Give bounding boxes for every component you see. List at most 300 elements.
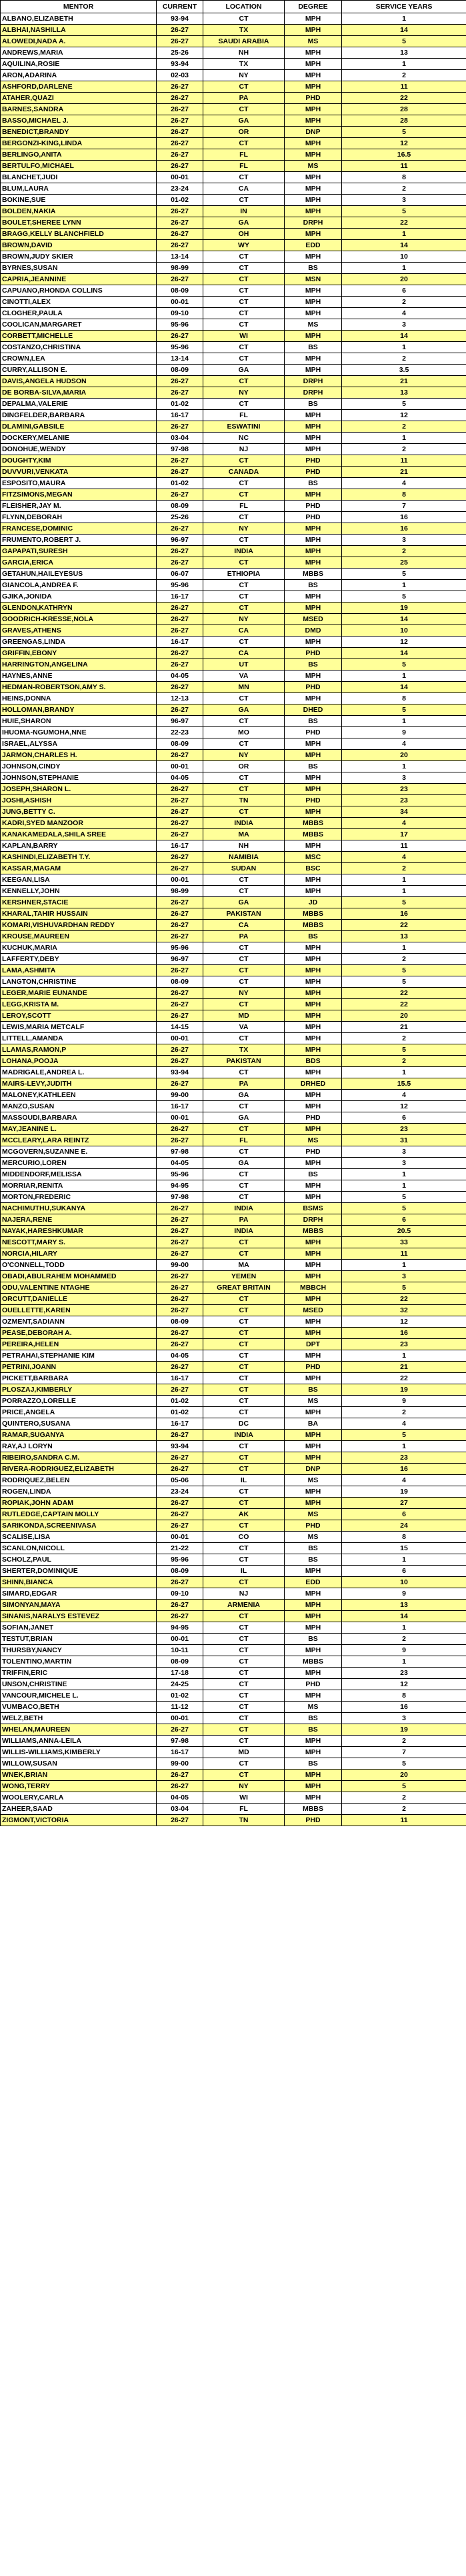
- location-cell: GREAT BRITAIN: [203, 1282, 285, 1294]
- mentor-cell: GRAVES,ATHENS: [1, 625, 157, 637]
- service-years-cell: 12: [342, 1679, 466, 1690]
- current-cell: 95-96: [157, 942, 203, 954]
- degree-cell: MPH: [285, 489, 342, 501]
- degree-cell: MSED: [285, 1305, 342, 1316]
- service-years-cell: 1: [342, 229, 466, 240]
- table-row: [1, 1203, 466, 1214]
- degree-cell: MS: [285, 1532, 342, 1543]
- degree-cell: MPH: [285, 1010, 342, 1022]
- mentor-cell: LEGG,KRISTA M.: [1, 999, 157, 1010]
- current-cell: 26-27: [157, 93, 203, 104]
- location-cell: CA: [203, 920, 285, 931]
- current-cell: 95-96: [157, 1554, 203, 1566]
- current-cell: 08-09: [157, 976, 203, 988]
- location-cell: ESWATINI: [203, 421, 285, 433]
- table-row: [1, 1566, 466, 1577]
- current-cell: 26-27: [157, 546, 203, 557]
- mentor-cell: BENEDICT,BRANDY: [1, 127, 157, 138]
- table-row: [1, 512, 466, 523]
- current-cell: 95-96: [157, 342, 203, 353]
- table-row: [1, 1770, 466, 1781]
- mentor-cell: JOSHI,ASHISH: [1, 795, 157, 806]
- table-row: [1, 965, 466, 976]
- table-row: [1, 546, 466, 557]
- table-row: [1, 1271, 466, 1282]
- location-cell: WY: [203, 240, 285, 251]
- table-row: [1, 1781, 466, 1792]
- degree-cell: MPH: [285, 535, 342, 546]
- table-row: [1, 727, 466, 738]
- degree-cell: BS: [285, 1758, 342, 1770]
- current-cell: 26-27: [157, 1328, 203, 1339]
- mentor-cell: SCHOLZ,PAUL: [1, 1554, 157, 1566]
- degree-cell: MPH: [285, 1090, 342, 1101]
- current-cell: 16-17: [157, 1747, 203, 1758]
- degree-cell: PHD: [285, 455, 342, 467]
- mentor-cell: HOLLOMAN,BRANDY: [1, 704, 157, 716]
- mentor-cell: NAJERA,RENE: [1, 1214, 157, 1226]
- location-cell: VA: [203, 1022, 285, 1033]
- location-cell: CT: [203, 1407, 285, 1418]
- current-cell: 26-27: [157, 1577, 203, 1588]
- location-cell: CT: [203, 1679, 285, 1690]
- degree-cell: MPH: [285, 637, 342, 648]
- degree-cell: MPH: [285, 1180, 342, 1192]
- degree-cell: MPH: [285, 1736, 342, 1747]
- degree-cell: MPH: [285, 750, 342, 761]
- location-cell: CT: [203, 138, 285, 149]
- mentor-cell: KADRI,SYED MANZOOR: [1, 818, 157, 829]
- service-years-cell: 3: [342, 535, 466, 546]
- degree-cell: MPH: [285, 784, 342, 795]
- mentor-cell: MADRIGALE,ANDREA L.: [1, 1067, 157, 1078]
- service-years-cell: 14: [342, 614, 466, 625]
- service-years-cell: 4: [342, 1090, 466, 1101]
- degree-cell: MPH: [285, 1486, 342, 1498]
- current-cell: 96-97: [157, 716, 203, 727]
- mentor-cell: KROUSE,MAUREEN: [1, 931, 157, 942]
- current-cell: 16-17: [157, 1373, 203, 1384]
- mentor-cell: OUELLETTE,KAREN: [1, 1305, 157, 1316]
- current-cell: 97-98: [157, 1146, 203, 1158]
- service-years-cell: 2: [342, 1736, 466, 1747]
- current-cell: 04-05: [157, 1158, 203, 1169]
- current-cell: 26-27: [157, 1781, 203, 1792]
- location-cell: MN: [203, 682, 285, 693]
- location-cell: TN: [203, 795, 285, 806]
- service-years-cell: 5: [342, 704, 466, 716]
- service-years-cell: 34: [342, 806, 466, 818]
- degree-cell: MPH: [285, 1022, 342, 1033]
- location-cell: MO: [203, 727, 285, 738]
- degree-cell: MPH: [285, 1033, 342, 1044]
- mentor-cell: WILLIS-WILLIAMS,KIMBERLY: [1, 1747, 157, 1758]
- table-row: [1, 931, 466, 942]
- degree-cell: MPH: [285, 1668, 342, 1679]
- mentor-cell: ROPIAK,JOHN ADAM: [1, 1498, 157, 1509]
- current-cell: 01-02: [157, 399, 203, 410]
- mentor-cell: KHARAL,TAHIR HUSSAIN: [1, 908, 157, 920]
- mentor-cell: KERSHNER,STACIE: [1, 897, 157, 908]
- degree-cell: MPH: [285, 1294, 342, 1305]
- location-cell: CT: [203, 1645, 285, 1656]
- location-cell: GA: [203, 704, 285, 716]
- current-cell: 94-95: [157, 1180, 203, 1192]
- degree-cell: PHD: [285, 1112, 342, 1124]
- header-current: CURRENT: [157, 1, 203, 13]
- location-cell: UT: [203, 659, 285, 670]
- location-cell: SUDAN: [203, 863, 285, 874]
- degree-cell: MPH: [285, 1328, 342, 1339]
- service-years-cell: 3: [342, 1146, 466, 1158]
- location-cell: CT: [203, 1033, 285, 1044]
- degree-cell: PHD: [285, 727, 342, 738]
- table-row: [1, 285, 466, 297]
- mentor-cell: RIBEIRO,SANDRA C.M.: [1, 1452, 157, 1464]
- current-cell: 16-17: [157, 410, 203, 421]
- current-cell: 26-27: [157, 625, 203, 637]
- current-cell: 26-27: [157, 931, 203, 942]
- degree-cell: MPH: [285, 1067, 342, 1078]
- mentor-cell: LLAMAS,RAMON,P: [1, 1044, 157, 1056]
- current-cell: 08-09: [157, 738, 203, 750]
- table-row: [1, 1090, 466, 1101]
- degree-cell: BS: [285, 580, 342, 591]
- table-row: [1, 1713, 466, 1724]
- service-years-cell: 13: [342, 387, 466, 399]
- service-years-cell: 23: [342, 784, 466, 795]
- service-years-cell: 8: [342, 172, 466, 183]
- current-cell: 93-94: [157, 59, 203, 70]
- table-row: [1, 115, 466, 127]
- service-years-cell: 5: [342, 897, 466, 908]
- location-cell: CT: [203, 1328, 285, 1339]
- current-cell: 04-05: [157, 1792, 203, 1804]
- location-cell: FL: [203, 1804, 285, 1815]
- degree-cell: DMD: [285, 625, 342, 637]
- table-row: [1, 1498, 466, 1509]
- service-years-cell: 2: [342, 1792, 466, 1804]
- service-years-cell: 5: [342, 1203, 466, 1214]
- current-cell: 26-27: [157, 1815, 203, 1826]
- degree-cell: MPH: [285, 1373, 342, 1384]
- location-cell: CT: [203, 1350, 285, 1362]
- table-row: [1, 1645, 466, 1656]
- table-row: [1, 1067, 466, 1078]
- degree-cell: MBBS: [285, 829, 342, 840]
- service-years-cell: 12: [342, 637, 466, 648]
- service-years-cell: 23: [342, 1339, 466, 1350]
- current-cell: 26-27: [157, 1509, 203, 1520]
- service-years-cell: 1: [342, 942, 466, 954]
- mentor-cell: BRAGG,KELLY BLANCHFIELD: [1, 229, 157, 240]
- mentor-cell: LAMA,ASHMITA: [1, 965, 157, 976]
- degree-cell: PHD: [285, 795, 342, 806]
- current-cell: 26-27: [157, 1362, 203, 1373]
- current-cell: 26-27: [157, 387, 203, 399]
- mentor-cell: LEROY,SCOTT: [1, 1010, 157, 1022]
- table-row: [1, 1192, 466, 1203]
- degree-cell: MS: [285, 319, 342, 331]
- current-cell: 99-00: [157, 1260, 203, 1271]
- service-years-cell: 2: [342, 183, 466, 195]
- location-cell: CT: [203, 319, 285, 331]
- mentor-cell: NACHIMUTHU,SUKANYA: [1, 1203, 157, 1214]
- table-row: [1, 863, 466, 874]
- location-cell: TX: [203, 59, 285, 70]
- degree-cell: MPH: [285, 104, 342, 115]
- degree-cell: BS: [285, 263, 342, 274]
- mentor-cell: LITTELL,AMANDA: [1, 1033, 157, 1044]
- current-cell: 24-25: [157, 1679, 203, 1690]
- mentor-cell: ANDREWS,MARIA: [1, 47, 157, 59]
- mentor-cell: FRANCESE,DOMINIC: [1, 523, 157, 535]
- degree-cell: MPH: [285, 1600, 342, 1611]
- degree-cell: MPH: [285, 557, 342, 569]
- service-years-cell: 4: [342, 852, 466, 863]
- service-years-cell: 11: [342, 1248, 466, 1260]
- mentor-cell: CAPRIA,JEANNINE: [1, 274, 157, 285]
- degree-cell: MPH: [285, 47, 342, 59]
- table-row: [1, 70, 466, 81]
- table-row: [1, 1430, 466, 1441]
- location-cell: FL: [203, 501, 285, 512]
- degree-cell: MPH: [285, 251, 342, 263]
- table-row: [1, 772, 466, 784]
- mentor-cell: SCALISE,LISA: [1, 1532, 157, 1543]
- location-cell: ARMENIA: [203, 1600, 285, 1611]
- table-row: [1, 1418, 466, 1430]
- location-cell: FL: [203, 161, 285, 172]
- mentor-cell: VUMBACO,BETH: [1, 1702, 157, 1713]
- degree-cell: MPH: [285, 1452, 342, 1464]
- mentor-cell: BLUM,LAURA: [1, 183, 157, 195]
- degree-cell: PHD: [285, 1362, 342, 1373]
- service-years-cell: 13: [342, 1600, 466, 1611]
- location-cell: MA: [203, 1260, 285, 1271]
- degree-cell: MPH: [285, 1566, 342, 1577]
- table-row: [1, 682, 466, 693]
- location-cell: CT: [203, 1577, 285, 1588]
- service-years-cell: 22: [342, 1294, 466, 1305]
- table-row: [1, 603, 466, 614]
- table-row: [1, 1350, 466, 1362]
- current-cell: 26-27: [157, 81, 203, 93]
- table-row: [1, 1044, 466, 1056]
- service-years-cell: 1: [342, 1441, 466, 1452]
- mentor-cell: PORRAZZO,LORELLE: [1, 1396, 157, 1407]
- current-cell: 26-27: [157, 614, 203, 625]
- degree-cell: MBBS: [285, 818, 342, 829]
- degree-cell: MPH: [285, 988, 342, 999]
- current-cell: 26-27: [157, 1044, 203, 1056]
- current-cell: 00-01: [157, 874, 203, 886]
- mentor-cell: JOSEPH,SHARON L.: [1, 784, 157, 795]
- current-cell: 26-27: [157, 1498, 203, 1509]
- service-years-cell: 16: [342, 523, 466, 535]
- current-cell: 26-27: [157, 897, 203, 908]
- location-cell: CT: [203, 1180, 285, 1192]
- degree-cell: DHED: [285, 704, 342, 716]
- mentor-cell: SIMARD,EDGAR: [1, 1588, 157, 1600]
- location-cell: CT: [203, 557, 285, 569]
- table-row: [1, 1146, 466, 1158]
- table-row: [1, 1373, 466, 1384]
- service-years-cell: 3: [342, 195, 466, 206]
- location-cell: GA: [203, 1158, 285, 1169]
- degree-cell: MPH: [285, 1792, 342, 1804]
- table-row: [1, 59, 466, 70]
- location-cell: GA: [203, 115, 285, 127]
- current-cell: 03-04: [157, 433, 203, 444]
- location-cell: SAUDI ARABIA: [203, 36, 285, 47]
- service-years-cell: 13: [342, 931, 466, 942]
- service-years-cell: 2: [342, 1407, 466, 1418]
- degree-cell: MPH: [285, 365, 342, 376]
- current-cell: 26-27: [157, 988, 203, 999]
- current-cell: 26-27: [157, 1611, 203, 1622]
- service-years-cell: 11: [342, 455, 466, 467]
- service-years-cell: 3: [342, 1158, 466, 1169]
- mentor-cell: COOLICAN,MARGARET: [1, 319, 157, 331]
- mentor-cell: LOHANA,POOJA: [1, 1056, 157, 1067]
- location-cell: CT: [203, 1656, 285, 1668]
- location-cell: CT: [203, 489, 285, 501]
- current-cell: 13-14: [157, 353, 203, 365]
- table-row: [1, 399, 466, 410]
- mentor-cell: SHERTER,DOMINIQUE: [1, 1566, 157, 1577]
- current-cell: 98-99: [157, 263, 203, 274]
- service-years-cell: 20.5: [342, 1226, 466, 1237]
- current-cell: 08-09: [157, 1316, 203, 1328]
- service-years-cell: 2: [342, 297, 466, 308]
- table-row: [1, 897, 466, 908]
- mentor-cell: TRIFFIN,ERIC: [1, 1668, 157, 1679]
- mentor-cell: BOLDEN,NAKIA: [1, 206, 157, 217]
- mentor-cell: QUINTERO,SUSANA: [1, 1418, 157, 1430]
- table-row: [1, 1328, 466, 1339]
- mentor-cell: BROWN,DAVID: [1, 240, 157, 251]
- service-years-cell: 1: [342, 13, 466, 25]
- service-years-cell: 21: [342, 467, 466, 478]
- mentor-cell: MORTON,FREDERIC: [1, 1192, 157, 1203]
- table-row: [1, 467, 466, 478]
- location-cell: AK: [203, 1509, 285, 1520]
- degree-cell: MPH: [285, 591, 342, 603]
- service-years-cell: 7: [342, 501, 466, 512]
- mentor-cell: IHUOMA-NGUMOHA,NNE: [1, 727, 157, 738]
- table-row: [1, 1679, 466, 1690]
- service-years-cell: 5: [342, 1192, 466, 1203]
- location-cell: CT: [203, 376, 285, 387]
- mentor-cell: PETRAHAI,STEPHANIE KIM: [1, 1350, 157, 1362]
- location-cell: IL: [203, 1475, 285, 1486]
- current-cell: 93-94: [157, 1441, 203, 1452]
- degree-cell: BS: [285, 716, 342, 727]
- service-years-cell: 1: [342, 1067, 466, 1078]
- table-row: [1, 1135, 466, 1146]
- service-years-cell: 1: [342, 342, 466, 353]
- mentor-cell: MIDDENDORF,MELISSA: [1, 1169, 157, 1180]
- mentor-cell: MCGOVERN,SUZANNE E.: [1, 1146, 157, 1158]
- mentor-cell: GARCIA,ERICA: [1, 557, 157, 569]
- service-years-cell: 16: [342, 908, 466, 920]
- location-cell: CT: [203, 965, 285, 976]
- degree-cell: MPH: [285, 1124, 342, 1135]
- service-years-cell: 5: [342, 591, 466, 603]
- table-row: [1, 1464, 466, 1475]
- table-row: [1, 591, 466, 603]
- current-cell: 94-95: [157, 1622, 203, 1634]
- service-years-cell: 6: [342, 1509, 466, 1520]
- service-years-cell: 3: [342, 1713, 466, 1724]
- location-cell: OH: [203, 229, 285, 240]
- degree-cell: BA: [285, 1418, 342, 1430]
- service-years-cell: 22: [342, 988, 466, 999]
- mentor-cell: RODRIQUEZ,BELEN: [1, 1475, 157, 1486]
- current-cell: 26-27: [157, 1464, 203, 1475]
- mentor-cell: JARMON,CHARLES H.: [1, 750, 157, 761]
- current-cell: 26-27: [157, 1226, 203, 1237]
- current-cell: 26-27: [157, 1010, 203, 1022]
- location-cell: CT: [203, 1192, 285, 1203]
- location-cell: CT: [203, 874, 285, 886]
- service-years-cell: 4: [342, 738, 466, 750]
- location-cell: CT: [203, 342, 285, 353]
- degree-cell: DRPH: [285, 387, 342, 399]
- location-cell: CT: [203, 1622, 285, 1634]
- current-cell: 04-05: [157, 772, 203, 784]
- degree-cell: DNP: [285, 127, 342, 138]
- location-cell: FL: [203, 149, 285, 161]
- mentor-cell: KANAKAMEDALA,SHILA SREE: [1, 829, 157, 840]
- mentor-cell: KASHINDI,ELIZABETH T.Y.: [1, 852, 157, 863]
- service-years-cell: 25: [342, 557, 466, 569]
- table-row: [1, 523, 466, 535]
- degree-cell: MPH: [285, 1430, 342, 1441]
- current-cell: 26-27: [157, 1770, 203, 1781]
- table-row: [1, 263, 466, 274]
- mentor-cell: ATAHER,QUAZI: [1, 93, 157, 104]
- degree-cell: BS: [285, 1169, 342, 1180]
- mentor-cell: KOMARI,VISHUVARDHAN REDDY: [1, 920, 157, 931]
- table-row: [1, 93, 466, 104]
- location-cell: GA: [203, 1090, 285, 1101]
- service-years-cell: 14: [342, 240, 466, 251]
- current-cell: 26-27: [157, 1430, 203, 1441]
- mentor-cell: PLOSZAJ,KIMBERLY: [1, 1384, 157, 1396]
- location-cell: CT: [203, 512, 285, 523]
- table-row: [1, 1339, 466, 1350]
- current-cell: 26-27: [157, 455, 203, 467]
- mentor-cell: SARIKONDA,SCREENIVASA: [1, 1520, 157, 1532]
- service-years-cell: 19: [342, 1486, 466, 1498]
- degree-cell: MPH: [285, 1158, 342, 1169]
- current-cell: 26-27: [157, 1384, 203, 1396]
- mentor-cell: ALBANO,ELIZABETH: [1, 13, 157, 25]
- service-years-cell: 2: [342, 421, 466, 433]
- mentor-cell: WILLOW,SUSAN: [1, 1758, 157, 1770]
- service-years-cell: 7: [342, 1747, 466, 1758]
- table-row: [1, 738, 466, 750]
- current-cell: 01-02: [157, 1690, 203, 1702]
- service-years-cell: 1: [342, 886, 466, 897]
- location-cell: INDIA: [203, 1203, 285, 1214]
- table-row: [1, 1509, 466, 1520]
- current-cell: 98-99: [157, 886, 203, 897]
- table-row: [1, 976, 466, 988]
- degree-cell: MPH: [285, 1781, 342, 1792]
